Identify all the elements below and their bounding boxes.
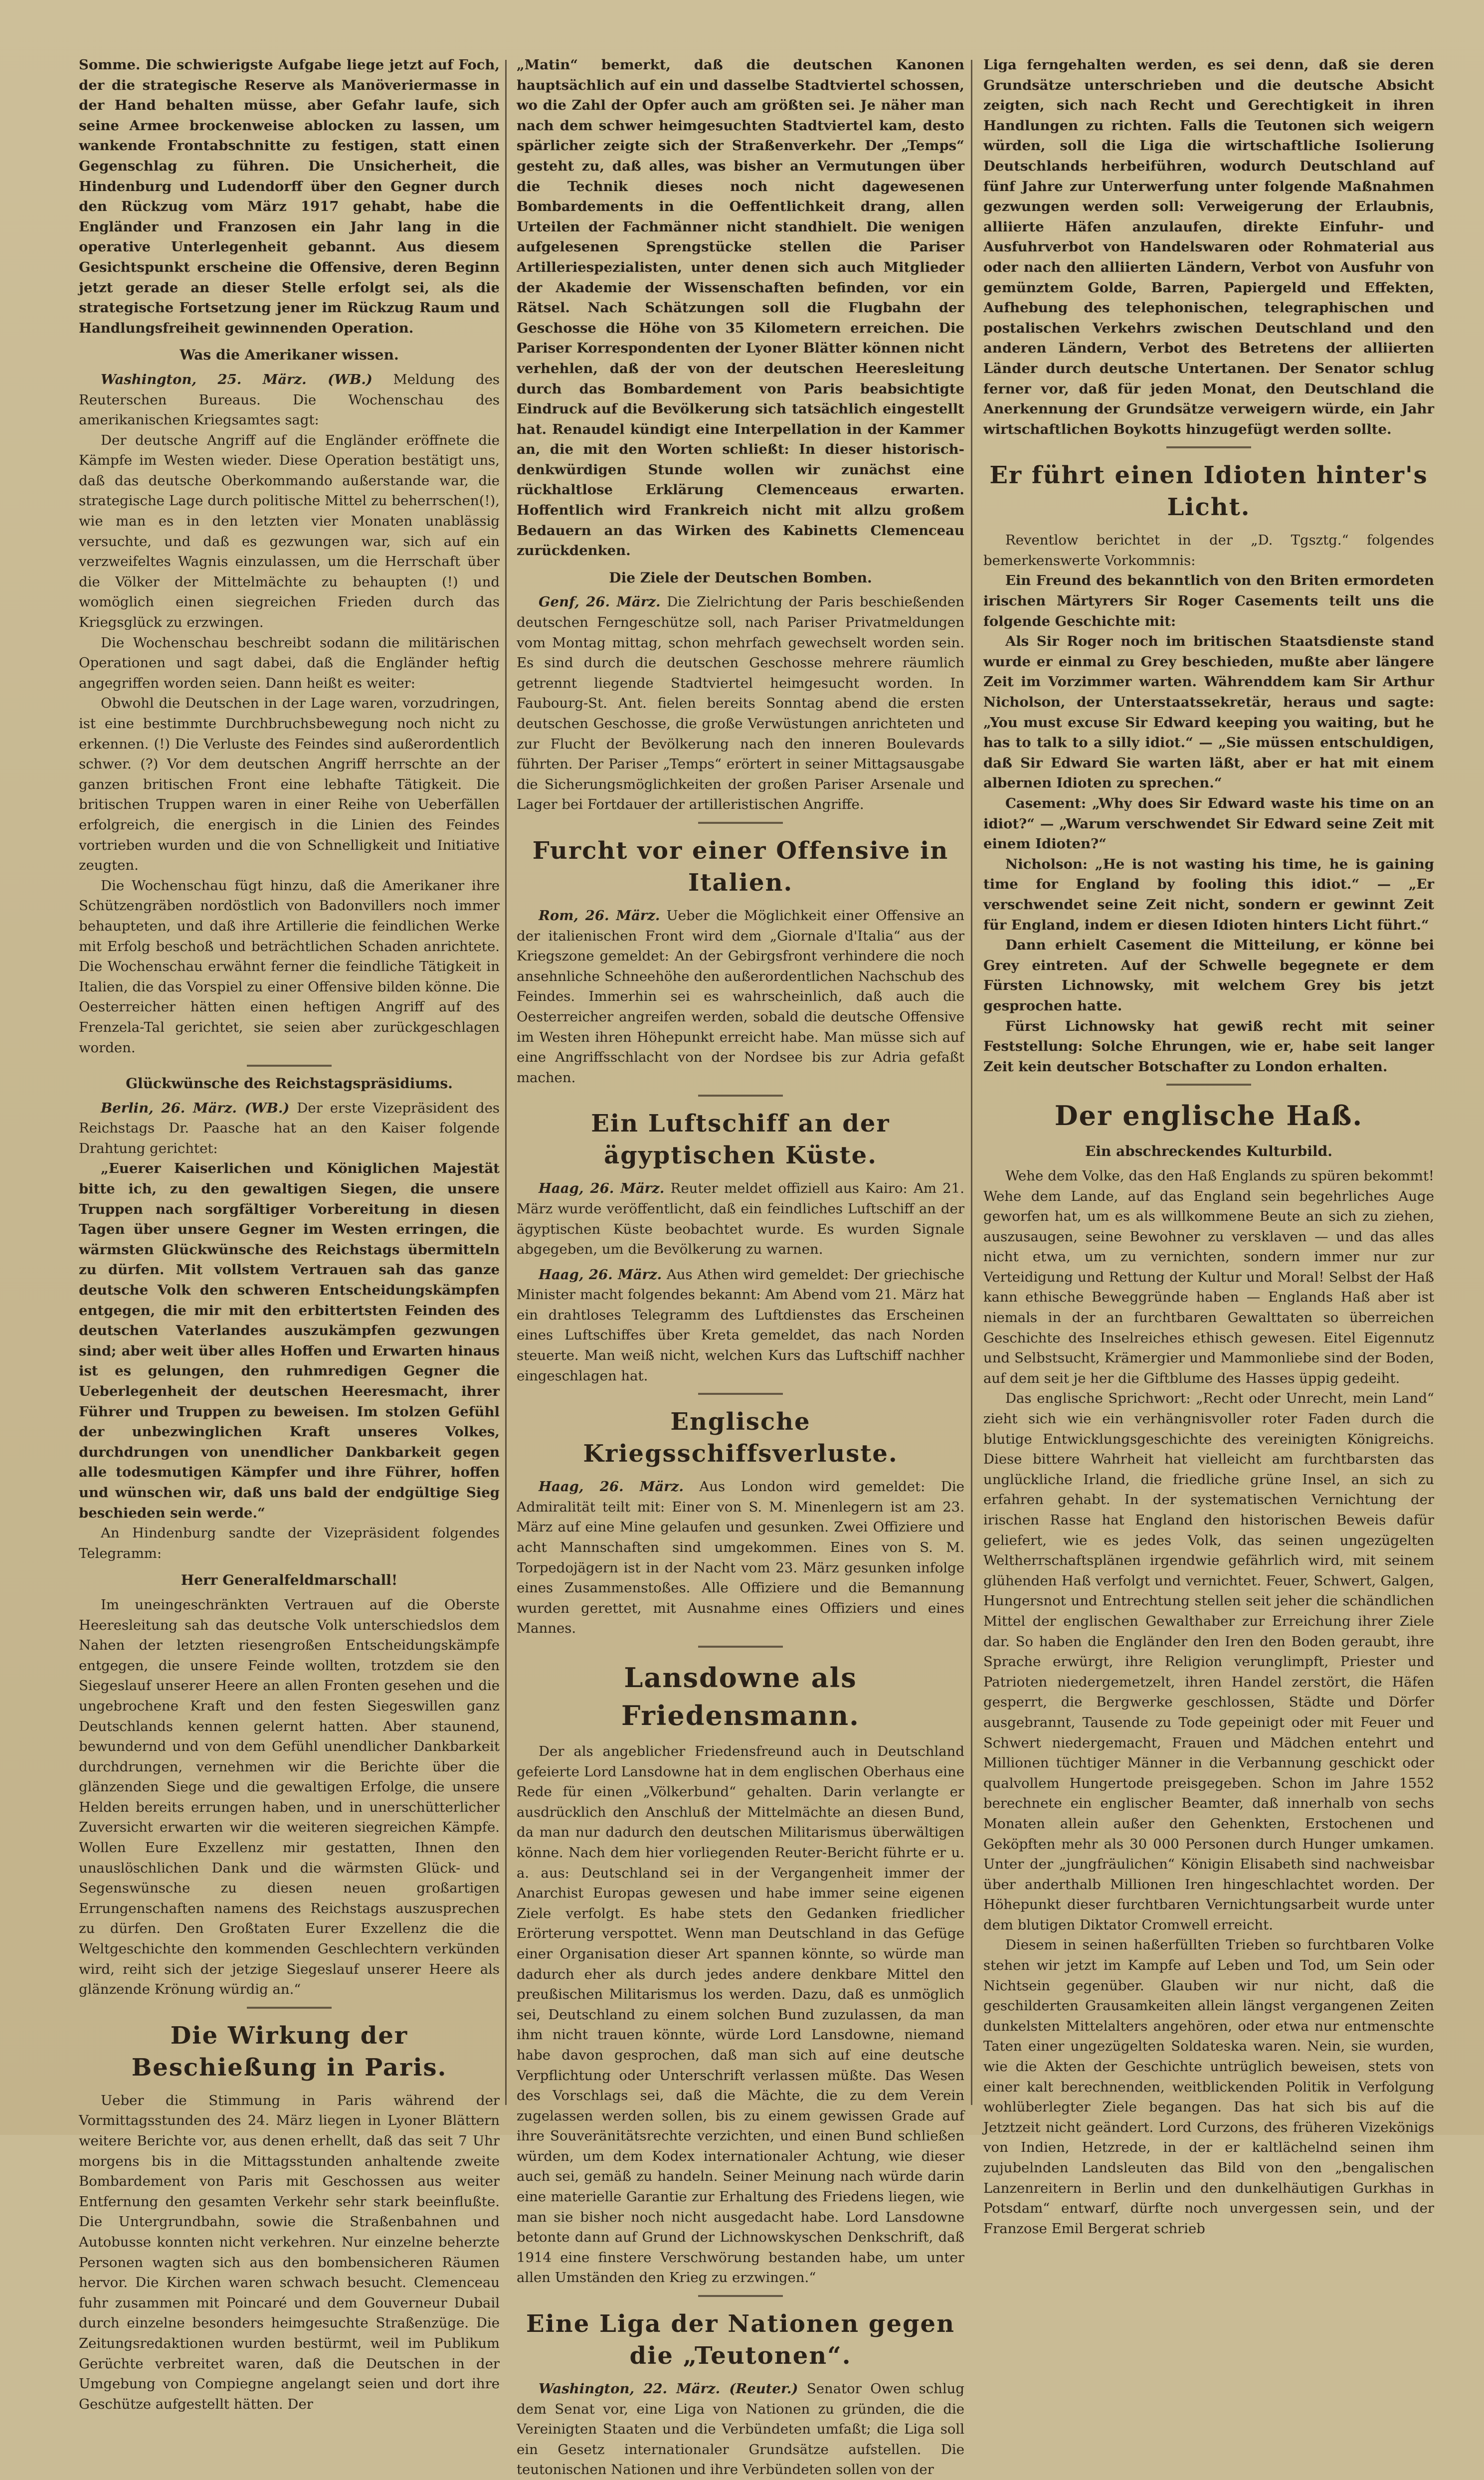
paragraph: Im uneingeschränkten Vertrauen auf die Oberste Heeresleitung sah das deutsche Volk unterschiedslos dem Nahen der letzten riesengroßen Entscheidungskämpfe entgegen, die unsere Feinde wollten, trotzdem sie den Siegeslauf unserer Heere an allen Fronten gesehen und die ungebrochene Kraft und den festen Siegeswillen ganz Deutschlands kennen gelernt hatten. Aber staunend, bewundernd und von dem Gefühl unendlicher Dankbarkeit durchdrungen, vernehmen wir die Berichte über die glänzenden Siege und die gewaltigen Erfolge, die unsere Helden bereits errungen haben, und in unerschütterlicher Zuversicht erwarten wir die weiteren siegreichen Kämpfe. Wollen Eure Exzellenz mir gestatten, Ihnen den unauslöschlichen Dank und die wärmsten Glück- und Segenswünsche zu diesen neuen großartigen Errungenschaften namens des Reichstags auszusprechen zu dürfen. Den Großtaten Eurer Exzellenz die die Weltgeschichte den kommenden Geschlechtern verkünden wird, reiht sich der jetzige Siegeslauf unserer Heere als glänzende Krönung würdig an.“ [79, 1596, 500, 1998]
paragraph: Aus Athen wird gemeldet: Der griechische Minister macht folgendes bekannt: Am Abend vom 21. März hat ein drahtloses Telegramm des Luftdienstes das Erscheinen eines Luftschiffes über Kreta gemeldet, das nach Norden steuerte. Man weiß nicht, welchen Kurs das Luftschiff nachher eingeschlagen hat. [517, 1266, 964, 1384]
paragraph: Wehe dem Volke, das den Haß Englands zu spüren bekommt! Wehe dem Lande, auf das England sein begehrliches Auge geworfen hat, um es als willkommene Beute an sich zu ziehen, auszusaugen, seine Bewohner zu versklaven — und das alles nicht etwa, um zu vernichten, sondern immer nur zur Verteidigung und Rettung der Kultur und Moral! Selbst der Haß kann ethische Beweggründe haben — Englands Haß aber ist niemals in der an furchtbaren Gewalttaten so überreichen Geschichte des Inselreiches ethisch gewesen. Eitel Eigennutz und Selbstsucht, Krämergier und Mammonliebe sind der Boden, auf dem seit je her die Giftblume des Hasses üppig gedeiht. [983, 1167, 1434, 1386]
dateline: Washington, 22. März. (Reuter.) [539, 2381, 798, 2397]
salutation: Herr Generalfeldmarschall! [181, 1572, 398, 1589]
article-headline: Ein Luftschiff an der ägyptischen Küste. [591, 1110, 890, 1170]
dateline: Haag, 26. März. [539, 1266, 662, 1283]
paragraph: Das englische Sprichwort: „Recht oder Unrecht, mein Land“ zieht sich wie ein verhängnisvoller roter Faden durch die blutige Entwicklungsgeschichte des vereinigten Königreichs. Diese bittere Wahrheit hat vielleicht am furchtbarsten das unglückliche Irland, die friedliche grüne Insel, an sich zu erfahren gehabt. In der systematischen Vernichtung der irischen Rasse hat England den historischen Beweis dafür geliefert, wie es jedes Volk, das seinen ungezügelten Weltherrschaftsplänen irgendwie gefährlich wird, mit seinem glühenden Haß verfolgt und vernichtet. Feuer, Schwert, Galgen, Hungersnot und Entrechtung stellen seit jeher die schändlichen Mittel der englischen Gewalthaber zur Erreichung ihrer Ziele dar. So haben die Engländer den Iren den Boden geraubt, ihre Sprache erwürgt, ihre Religion verunglimpft, Priester und Patrioten niedergemetzelt, ihren Handel zerstört, die Häfen gesperrt, die Bergwerke geschlossen, Städte und Dörfer ausgebrannt, Tausende zu Tode gepeinigt oder mit Feuer und Schwert niedergemacht, Frauen und Mädchen entehrt und Millionen tüchtiger Männer in die Verbannung geschickt oder qualvollem Hungertode preisgegeben. Schon im Jahre 1552 berechnete ein englischer Beamter, daß innerhalb von sechs Monaten allein außer den Gehenkten, Erstochenen und Geköpften mehr als 30 000 Personen durch Hunger umkamen. Unter der „jungfräulichen“ Königin Elisabeth sind nachweisbar über anderthalb Millionen Iren hingeschlachtet worden. Der Höhepunkt dieser furchtbaren Vernichtungsarbeit wurde unter dem blutigen Diktator Cromwell erreicht. [983, 1390, 1434, 1933]
paragraph: Der erste Vizepräsident des Reichstags Dr. Paasche hat an den Kaiser folgende Drahtung gerichtet: [79, 1100, 500, 1156]
separator-rule [1166, 446, 1251, 448]
separator-rule [247, 2007, 332, 2009]
separator-rule [698, 1646, 783, 1648]
paragraph: Der als angeblicher Friedensfreund auch in Deutschland gefeierte Lord Lansdowne hat in dem englischen Oberhaus eine Rede für einen „Völkerbund“ gehalten. Darin verlangte er ausdrücklich den Anschluß der Mittelmächte an diesen Bund, da man nur dadurch den deutschen Militarismus überwältigen könne. Nach dem hier vorliegenden Reuter-Bericht führte er u. a. aus: Deutschland sei in der Vergangenheit immer der Anarchist Europas gewesen und habe immer seine eigenen Ziele verfolgt. Es habe stets den Gedanken friedlicher Erörterung verspottet. Wenn man Deutschland in das Gefüge einer Organisation dieser Art spannen könnte, so würde man dadurch eher als durch jedes andere denkbare Mittel den preußischen Militarismus los werden. Dazu, daß es unmöglich sei, Deutschland zu einem solchen Bund zuzulassen, da man ihm nicht trauen könnte, würde Lord Lansdowne, niemand habe davon gesprochen, daß man sich auf eine deutsche Verpflichtung oder Unterschrift verlassen müßte. Das Wesen des Vorschlags sei, daß die Mächte, die zu dem Verein zugelassen werden sollen, bis zu einem gewissen Grade auf ihre Souveränitätsrechte verzichten, und einen Bund schließen würden, um dem Kodex internationaler Achtung, wie dieser auch sei, gemäß zu handeln. Seiner Meinung nach würde darin eine materielle Garantie zur Erhaltung des Friedens liegen, wie man sie bisher noch nicht ausgedacht habe. Lord Lansdowne betonte dann auf Grund der Lichnowskyschen Denkschrift, daß 1914 eine finstere Verschwörung bestanden habe, um unter allen Umständen den Krieg zu erzwingen.“ [517, 1743, 964, 2286]
article-headline: Die Wirkung der Beschießung in Paris. [131, 2021, 447, 2082]
article-headline: Die Ziele der Deutschen Bomben. [609, 569, 872, 586]
paragraph: Aus London wird gemeldet: Die Admiralität teilt mit: Einer von S. M. Minenlegern ist am 23. März auf eine Mine gelaufen und gesunken. Zwei Offiziere und acht Mannschaften sind umgekommen. Eines von S. M. Torpedojägern ist in der Nacht vom 23. März gesunken infolge eines Zusammenstoßes. Alle Offiziere und die Bemannung wurden gerettet, mit Ausnahme eines Offiziers und eines Mannes. [517, 1479, 964, 1637]
paragraph: Senator Owen schlug dem Senat vor, eine Liga von Nationen zu gründen, die die Vereinigten Staaten und die Verbündeten umfaßt; die Liga soll ein Gesetz internationaler Grundsätze aufstellen. Die teutonischen Nationen und ihre Verbündeten sollen von der [517, 2381, 964, 2478]
article-headline: Der englische Haß. [1054, 1100, 1363, 1132]
article-headline: Englische Kriegsschiffsverluste. [583, 1408, 898, 1468]
dateline: Haag, 26. März. [539, 1180, 665, 1197]
paragraph: An Hindenburg sandte der Vizepräsident folgendes Telegramm: [79, 1525, 500, 1561]
paragraph: Reventlow berichtet in der „D. Tgsztg.“ folgendes bemerkenswerte Vorkommnis: [983, 532, 1434, 569]
paragraph: Obwohl die Deutschen in der Lage waren, vorzudringen, ist eine bestimmte Durchbruchsbewegung noch nicht zu erkennen. (!) Die Verluste des Feindes sind außerordentlich schwer. (?) Vor dem deutschen Angriff herrschte an der ganzen britischen Front eine lebhafte Tätigkeit. Die britischen Truppen waren in einer Reihe von Ueberfällen erfolgreich, die energisch in die Linien des Feindes vortrieben wurden und die von Schnelligkeit und Initiative zeugten. [79, 695, 500, 874]
separator-rule [698, 1095, 783, 1097]
dateline: Rom, 26. März. [539, 907, 660, 924]
dateline: Genf, 26. März. [539, 594, 661, 610]
paragraph: Diesem in seinen haßerfüllten Trieben so furchtbaren Volke stehen wir jetzt im Kampfe auf Leben und Tod, um Sein oder Nichtsein gegenüber. Glauben wir nur nicht, daß die geschilderten Grausamkeiten allein längst vergangenen Zeiten dunkelsten Mittelalters angehören, oder etwa nur entmenschte Taten einer ungezügelten Soldateska waren. Nein, sie wurden, wie die Akten der Geschichte untrüglich beweisen, stets von einer kalt berechnenden, weitblickenden Politik in Verfolgung wohlüberlegter Ziele begangen. Das hat sich bis auf die Jetztzeit nicht geändert. Lord Curzons, des früheren Vizekönigs von Indien, Hetzrede, in der er kaltlächelnd seinen ihm zujubelnden Landsleuten das Bild von den „bengalischen Lanzenreitern in Berlin und den dunkelhäutigen Gurkhas in Potsdam“ entwarf, dürfte noch unvergessen sein, und der Franzose Emil Bergerat schrieb [983, 1937, 1434, 2237]
separator-rule [698, 2295, 783, 2297]
paragraph: Nicholson: „He is not wasting his time, he is gaining time for England by fooling this idiot.“ — „Er verschwendet seine Zeit nicht, sondern er gewinnt Zeit für England, indem er diesen Idioten hinters Licht führt.“ [983, 856, 1434, 933]
article-headline: Glückwünsche des Reichstagspräsidiums. [126, 1075, 453, 1092]
paragraph: Die Wochenschau fügt hinzu, daß die Amerikaner ihre Schützengräben nordöstlich von Badonvillers noch immer behaupteten, und daß ihre Artillerie die feindlichen Werke mit Erfolg beschoß und beträchtlichen Schaden anrichtete. Die Wochenschau erwähnt ferner die feindliche Tätigkeit in Italien, die das Vorspiel zu einer Offensive bilden könne. Die Oesterreicher hätten einen heftigen Angriff auf des Frenzela-Tal gerichtet, sie seien aber zurückgeschlagen worden. [79, 877, 500, 1056]
column-2 [508, 55, 973, 2478]
article-headline: Was die Amerikaner wissen. [180, 347, 399, 364]
article-subheadline: Ein abschreckendes Kulturbild. [1085, 1143, 1332, 1160]
column-3 [974, 55, 1443, 2237]
dateline: Washington, 25. März. (WB.) [101, 371, 372, 387]
separator-rule [1166, 1084, 1251, 1086]
paragraph: Als Sir Roger noch im britischen Staatsdienste stand wurde er einmal zu Grey beschieden, mußte aber längere Zeit im Vorzimmer warten. Währenddem kam Sir Arthur Nicholson, der Unterstaatssekretär, heraus und sagte: „You must excuse Sir Edward keeping you waiting, but he has to talk to a silly idiot.“ — „Sie müssen entschuldigen, daß Sir Edward Sie warten läßt, aber er hat mit einem albernen Idioten zu sprechen.“ [983, 633, 1434, 791]
article-continuation: Somme. Die schwierigste Aufgabe liege jetzt auf Foch, der die strategische Reserve als Manöveriermasse in der Hand behalten müsse, aber Gefahr laufe, sich seine Armee brockenweise ablocken zu lassen, um wankende Frontabschnitte zu festigen, statt einen Gegenschlag zu führen. Die Unsicherheit, die Hindenburg und Ludendorff über den Gegner durch den Rückzug vom März 1917 gehabt, habe die Engländer und Franzosen ein Jahr lang in die operative Unterlegenheit gebannt. Aus diesem Gesichtspunkt erscheine die Offensive, deren Beginn jetzt gerade an dieser Stelle erfolgt sei, als die strategische Fortsetzung jener im Rückzug Raum und Handlungsfreiheit gewinnenden Operation. [79, 57, 500, 336]
separator-rule [698, 822, 783, 824]
dateline: Haag, 26. März. [539, 1479, 684, 1495]
separator-rule [247, 1065, 332, 1067]
article-continuation: Liga ferngehalten werden, es sei denn, daß sie deren Grundsätze unterschrieben und die deutsche Absicht zeigten, sich nach Recht und Gerechtigkeit in ihren Handlungen zu richten. Falls die Teutonen sich weigern würden, soll die Liga die wirtschaftliche Isolierung Deutschlands herbeiführen, wodurch Deutschland auf fünf Jahre zur Unterwerfung unter folgende Maßnahmen gezwungen werden soll: Verweigerung der Erlaubnis, alliierte Häfen anzulaufen, direkte Einfuhr- und Ausfuhrverbot von Handelswaren oder Rohmaterial aus oder nach den alliierten Ländern, Verbot von Ausfuhr von gemünztem Golde, Barren, Papiergeld und Effekten, Aufhebung des telephonischen, telegraphischen und postalischen Verkehrs zwischen Deutschland und den anderen Ländern, Verbot des Betretens der alliierten Länder durch deutsche Untertanen. Der Senator schlug ferner vor, daß für jeden Monat, den Deutschland die Anerkennung der Grundsätze verweigern würde, ein Jahr wirtschaftlichen Boykotts hinzugefügt werden sollte. [983, 57, 1434, 437]
column-1 [70, 55, 509, 2412]
paragraph: Fürst Lichnowsky hat gewiß recht mit seiner Feststellung: Solche Ehrungen, wie er, habe seit langer Zeit kein deutscher Botschafter zu London erhalten. [983, 1018, 1434, 1075]
paragraph: Ein Freund des bekanntlich von den Briten ermordeten irischen Märtyrers Sir Roger Casements teilt uns die folgende Geschichte mit: [983, 572, 1434, 629]
paragraph: Die Wochenschau beschreibt sodann die militärischen Operationen und sagt dabei, daß die Engländer heftig angegriffen worden seien. Dann heißt es weiter: [79, 634, 500, 691]
dateline: Berlin, 26. März. (WB.) [101, 1100, 290, 1116]
paragraph: Der deutsche Angriff auf die Engländer eröffnete die Kämpfe im Westen wieder. Diese Operation bestätigt uns, daß das deutsche Oberkommando außerstande war, die strategische Lage durch politische Mittel zu beherrschen(!), wie man es in den letzten vier Monaten unablässig versuchte, und daß es gezwungen war, sich auf ein verzweifeltes Wagnis einzulassen, um die Herrschaft über die Völker der Mittelmächte zu behaupten (!) und womöglich einen siegreichen Frieden durch das Kriegsglück zu erzwingen. [79, 432, 500, 631]
article-headline: Er führt einen Idioten hinter's Licht. [989, 461, 1428, 522]
paragraph: Reuter meldet offiziell aus Kairo: Am 21. März wurde veröffentlicht, daß ein feindliches Luftschiff an der ägyptischen Küste beobachtet wurde. Es wurden Signale abgegeben, um die Bevölkerung zu warnen. [517, 1180, 964, 1258]
article-headline: Lansdowne als Friedensmann. [621, 1662, 860, 1731]
paragraph: Ueber die Möglichkeit einer Offensive an der italienischen Front wird dem „Giornale d'Italia“ aus der Kriegszone gemeldet: An der Gebirgsfront verhindere die noch ansehnliche Schneehöhe den außerordentlichen Nachschub des Feindes. Immerhin sei es wahrscheinlich, daß auch die Oesterreicher angreifen werden, sobald die deutsche Offensive im Westen ihren Höhepunkt erreicht habe. Man müsse sich auf eine Angriffsschlacht von der Nordsee bis zur Adria gefaßt machen. [517, 907, 964, 1086]
paragraph: Meldung des Reuterschen Bureaus. Die Wochenschau des amerikanischen Kriegsamtes sagt: [79, 371, 500, 428]
separator-rule [698, 1393, 783, 1395]
paragraph: Die Zielrichtung der Paris beschießenden deutschen Ferngeschütze soll, nach Pariser Privatmeldungen vom Montag mittag, schon mehrfach gewechselt worden sein. Es sind durch die deutschen Geschosse mehrere räumlich getrennt liegende Stadtviertel heimgesucht worden. In Faubourg-St. Ant. fielen bereits Sonntag abend die ersten deutschen Geschosse, die große Verwüstungen anrichteten und zur Flucht der Bevölkerung nach den inneren Boulevards führten. Der Pariser „Temps“ erörtert in seiner Mittagsausgabe die Sicherungsmöglichkeiten der großen Pariser Arsenale und Lager bei Fortdauer der artilleristischen Angriffe. [517, 594, 964, 813]
article-headline: Eine Liga der Nationen gegen die „Teutonen“. [526, 2310, 955, 2370]
paragraph: Dann erhielt Casement die Mitteilung, er könne bei Grey eintreten. Auf der Schwelle begegnete er dem Fürsten Lichnowsky, mit welchem Grey bis jetzt gesprochen hatte. [983, 937, 1434, 1014]
article-continuation: „Matin“ bemerkt, daß die deutschen Kanonen hauptsächlich auf ein und dasselbe Stadtviertel schossen, wo die Zahl der Opfer auch am größten sei. Je näher man nach dem schwer heimgesuchten Stadtviertel kam, desto spärlicher zeigte sich der Straßenverkehr. Der „Temps“ gesteht zu, daß alles, was bisher an Vermutungen über die Technik dieses noch nicht dagewesenen Bombardements in die Oeffentlichkeit drang, allen Urteilen der Fachmänner nicht standhielt. Die wenigen aufgelesenen Sprengstücke stellen die Pariser Artilleriespezialisten, unter denen sich auch Mitglieder der Akademie der Wissenschaften befinden, vor ein Rätsel. Nach Schätzungen soll die Flugbahn der Geschosse die Höhe von 35 Kilometern erreichen. Die Pariser Korrespondenten der Lyoner Blätter können nicht verhehlen, daß der von der deutschen Heeresleitung durch das Bombardement von Paris beabsichtigte Eindruck auf die Bevölkerung sich tatsächlich eingestellt hat. Renaudel kündigt eine Interpellation in der Kammer an, die mit den Worten schließt: In dieser historisch-denkwürdigen Stunde wollen wir zunächst eine rückhaltlose Erklärung Clemenceaus erwarten. Hoffentlich wird Frankreich nicht mit allzu großem Bedauern an das Wirken des Kabinetts Clemenceau zurückdenken. [517, 57, 964, 559]
paragraph: Casement: „Why does Sir Edward waste his time on an idiot?“ — „Warum verschwendet Sir Edward seine Zeit mit einem Idioten?“ [983, 795, 1434, 852]
article-headline: Furcht vor einer Offensive in Italien. [532, 836, 949, 897]
paragraph: Ueber die Stimmung in Paris während der Vormittagsstunden des 24. März liegen in Lyoner Blättern weitere Berichte vor, aus denen erhellt, daß das seit 7 Uhr morgens bis in die Mittagsstunden anhaltende zweite Bombardement von Paris mit Geschossen aus weiter Entfernung den gesamten Verkehr sehr stark beeinflußte. Die Untergrundbahn, sowie die Straßenbahnen und Autobusse konnten nicht verkehren. Nur einzelne beherzte Personen wagten sich aus den bombensicheren Räumen hervor. Die Kirchen waren schwach besucht. Clemenceau fuhr zusammen mit Poincaré und dem Gouverneur Dubail durch einzelne besonders heimgesuchte Straßenzüge. Die Zeitungsredaktionen wurden bestürmt, weil im Publikum Gerüchte verbreitet waren, daß die Deutschen in der Umgebung von Compiegne angelangt seien und dort ihre Geschütze aufgestellt hätten. Der [79, 2092, 500, 2412]
paragraph: „Euerer Kaiserlichen und Königlichen Majestät bitte ich, zu den gewaltigen Siegen, die unsere Truppen nach sorgfältiger Vorbereitung in diesen Tagen über unsere Gegner im Westen erringen, die wärmsten Glückwünsche des Reichstags übermitteln zu dürfen. Mit vollstem Vertrauen sah das ganze deutsche Volk den schweren Entscheidungskämpfen entgegen, die mir mit den erbittertsten Feinden des deutschen Vaterlandes auszukämpfen gezwungen sind; aber weit über alles Hoffen und Erwarten hinaus ist es gelungen, den ruhmredigen Gegner die Ueberlegenheit der deutschen Heeresmacht, ihrer Führer und Truppen zu beweisen. Im stolzen Gefühl der unbezwinglichen Kraft unseres Volkes, durchdrungen von unendlicher Dankbarkeit gegen alle todesmutigen Kämpfer und ihre Führer, hoffen und wünschen wir, daß uns bald der endgültige Sieg beschieden sein werde.“ [79, 1160, 500, 1521]
